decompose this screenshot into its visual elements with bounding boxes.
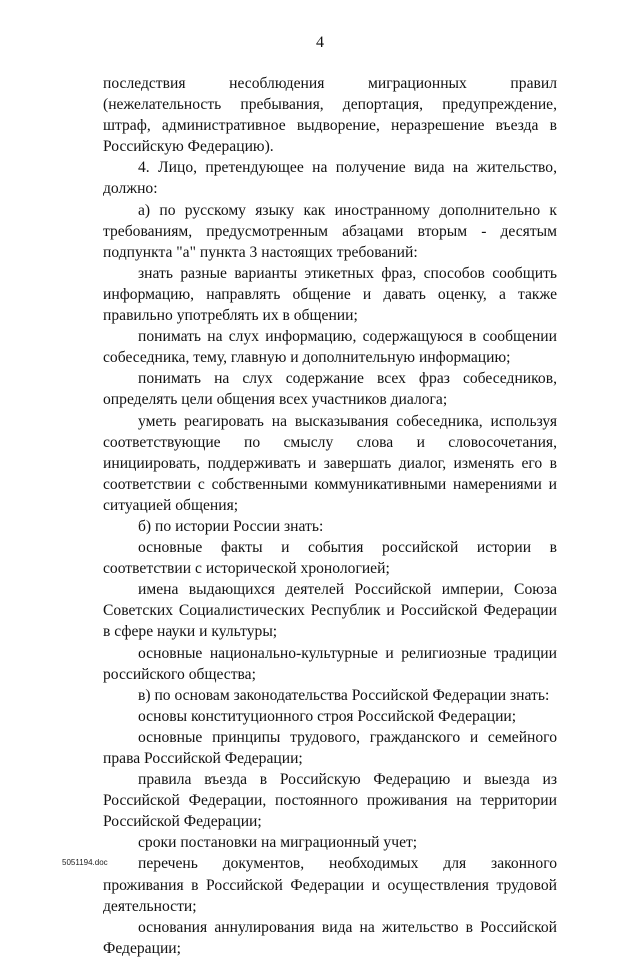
paragraph-18: основания аннулирования вида на жительство в Российской Федерации;: [103, 918, 557, 957]
paragraph-13: основы конституционного строя Российской Федерации;: [138, 707, 517, 725]
paragraph-16: сроки постановки на миграционный учет;: [138, 834, 418, 852]
paragraph-8: б) по истории России знать:: [138, 517, 324, 535]
paragraph-9: основные факты и события российской истории в соответствии с исторической хронологией;: [103, 539, 557, 578]
footer-filename: 5051194.doc: [62, 858, 108, 867]
document-body: [103, 73, 557, 959]
paragraph-4: знать разные варианты этикетных фраз, способов сообщить информацию, направлять общение и давать оценку, а также правильно употреблять их в общении;: [103, 264, 557, 325]
paragraph-5: понимать на слух информацию, содержащуюся в сообщении собеседника, тему, главную и дополнительную информацию;: [103, 328, 557, 367]
paragraph-7: уметь реагировать на высказывания собеседника, используя соответствующие по смыслу слова и словосочетания, инициировать, поддерживать и завершать диалог, изменять его в соответствии с собственными коммуникативными намерениями и ситуацией общения;: [103, 412, 557, 514]
paragraph-1: последствия несоблюдения миграционных правил (нежелательность пребывания, депортация, предупреждение, штраф, административное выдворение, неразрешение въезда в Российскую Федерацию).: [103, 75, 557, 156]
paragraph-10: имена выдающихся деятелей Российской империи, Союза Советских Социалистических Республик и Российской Федерации в сфере науки и культуры;: [103, 581, 557, 641]
paragraph-15: правила въезда в Российскую Федерацию и выезда из Российской Федерации, постоянного проживания на территории Российской Федерации;: [103, 771, 557, 831]
paragraph-3: а) по русскому языку как иностранному дополнительно к требованиям, предусмотренным абзацами вторым - десятым подпункта "а" пункта 3 настоящих требований:: [103, 201, 557, 261]
paragraph-6: понимать на слух содержание всех фраз собеседников, определять цели общения всех участников диалога;: [103, 370, 557, 409]
paragraph-12: в) по основам законодательства Российской Федерации знать:: [138, 686, 550, 704]
paragraph-17: перечень документов, необходимых для законного проживания в Российской Федерации и осуществления трудовой деятельности;: [103, 855, 557, 915]
paragraph-2: 4. Лицо, претендующее на получение вида на жительство, должно:: [103, 159, 557, 198]
paragraph-14: основные принципы трудового, гражданского и семейного права Российской Федерации;: [103, 728, 557, 767]
paragraph-11: основные национально-культурные и религиозные традиции российского общества;: [103, 644, 557, 683]
page-number: 4: [316, 34, 324, 51]
